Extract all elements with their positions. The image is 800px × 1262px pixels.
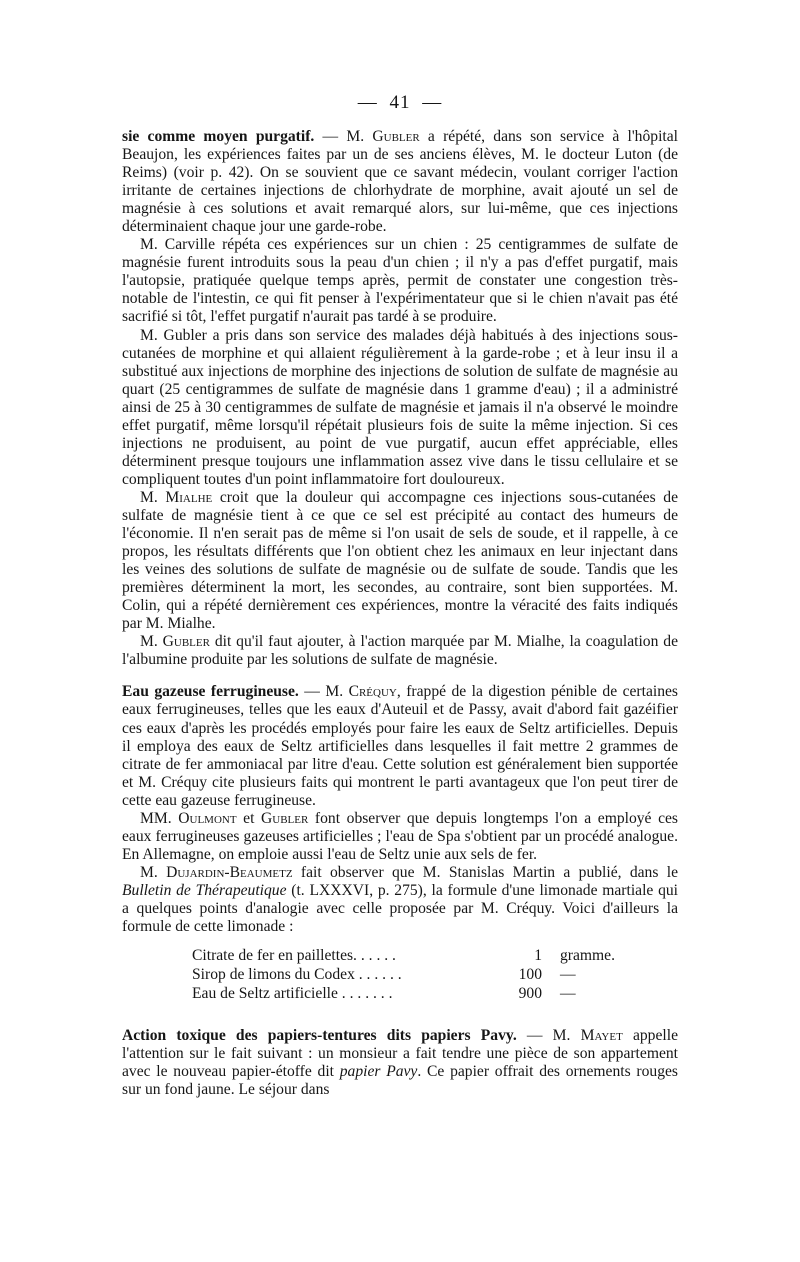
formula-unit: — <box>560 985 576 1003</box>
text-run: Gubler <box>261 809 309 827</box>
text-run: dit qu'il faut ajouter, à l'action marquée par M. Mialhe, la coagulation de l'albumine produite par les solutions de sulfate de magnésie. <box>122 633 678 669</box>
formula-quantity: 1 <box>534 947 542 965</box>
text-run: MM. <box>140 809 179 827</box>
formula-unit: gramme. <box>560 947 615 965</box>
formula-row <box>192 984 678 1003</box>
formula-unit: — <box>560 966 576 984</box>
text-run: et <box>236 809 261 827</box>
text-run: a répété, dans son service à l'hôpital Beaujon, les expériences faites par un de ses anciens élèves, M. le docteur Luton (de Reims) (voir p. 42). On se souvient que ce savant médecin, voulant corriger l'action irritante de certaines injections de chlorhydrate de morphine, avait ajouté un sel de magnésie à ces solutions et avait remarqué alors, sur lui-même, que ces injections déterminaient chaque jour une garde-robe. <box>122 128 678 236</box>
text-run: (t. LXXXVI, p. 275), la formule d'une limonade martiale qui a quelques points d'analogie avec celle proposée par M. Créquy. Voici d'ailleurs la formule de cette limonade : <box>122 881 678 936</box>
section-gap <box>122 1013 678 1027</box>
paragraph <box>122 236 678 326</box>
text-run: Gubler <box>372 128 420 145</box>
text-run: M. <box>140 633 163 651</box>
text-run: M. Gubler a pris dans son service des malades déjà habitués à des injections sous-cutanées de morphine et qui allaient régulièrement à la garde-robe ; et à leur insu il a substitué aux injections de morphine des injections de solution de sulfate de magnésie au quart (25 centigrammes de sulfate de magnésie dans 1 gramme d'eau) ; il a administré ainsi de 25 à 30 centigrammes de sulfate de magnésie et jamais il n'a observé le moindre effet purgatif, même lorsqu'il répétait plusieurs fois de suite la même injection. Si ces injections ne produisent, au point de vue purgatif, aucun effet appréciable, elles déterminent presque toujours une inflammation assez vive dans le tissu cellulaire et se compliquent toutes d'un point inflammatoire fort douloureux. <box>122 326 678 488</box>
paragraph <box>122 489 678 633</box>
text-run: Oulmont <box>178 809 237 827</box>
section-lead-paragraph <box>122 683 678 809</box>
page-number-value: 41 <box>389 92 411 113</box>
section-lead-paragraph <box>122 128 678 236</box>
article-section <box>122 1027 678 1099</box>
paragraph <box>122 864 678 936</box>
text-run: croit que la douleur qui accompagne ces injections sous-cutanées de sulfate de magnésie tient à ce que ce sel est précipité au contact des humeurs de l'économie. Il n'en serait pas de même si l'on usait de sels de soude, et il rappelle, à ce propos, les résultats différents que l'on obtient chez les animaux en leur injectant dans les veines des solutions de sulfate de magnésie ou de sulfate de soude. Tandis que les premières déterminent la mort, les secondes, au contraire, sont bien supportées. M. Colin, qui a répété dernièrement ces expériences, montre la véracité des faits indiqués par M. Mialhe. <box>122 488 678 633</box>
text-run: M. <box>140 863 167 881</box>
page-body <box>122 128 678 1099</box>
text-run: — M. <box>314 128 373 145</box>
formula-ingredient: Eau de Seltz artificielle . . . . . . . <box>192 985 393 1003</box>
article-section <box>122 683 678 1003</box>
section-heading: Eau gazeuse ferrugineuse. <box>122 683 299 701</box>
formula-quantity: 900 <box>518 985 542 1003</box>
formula-row <box>192 965 678 984</box>
paragraph <box>122 327 678 489</box>
section-heading: sie comme moyen purgatif. <box>122 128 315 145</box>
paragraph <box>122 810 678 864</box>
formula-row <box>192 946 678 965</box>
formula-quantity: 100 <box>518 966 542 984</box>
text-run: . Ce papier offrait des ornements rouges sur un fond jaune. Le séjour dans <box>122 1063 678 1099</box>
paragraph <box>122 633 678 669</box>
text-run: — M. <box>298 683 349 701</box>
text-run: Gubler <box>162 633 210 651</box>
section-lead-paragraph <box>122 1027 678 1099</box>
section-gap <box>122 669 678 683</box>
text-run: M. <box>140 488 166 506</box>
text-run: Mayet <box>580 1027 623 1045</box>
page-number-dash-left: — <box>357 92 378 113</box>
formula-ingredient: Citrate de fer en paillettes. . . . . . <box>192 947 396 965</box>
text-run: appelle l'attention sur le fait suivant : un monsieur a fait tendre une pièce de son appartement avec le nouveau papier-étoffe dit <box>122 1027 678 1081</box>
section-heading: Action toxique des papiers-tentures dits papiers Pavy. <box>122 1027 517 1045</box>
formula-ingredient: Sirop de limons du Codex . . . . . . <box>192 966 402 984</box>
page-number-dash-right: — <box>422 92 443 113</box>
text-run: Créquy <box>348 683 397 701</box>
text-run: — M. <box>516 1027 581 1045</box>
text-run: M. Carville répéta ces expériences sur un chien : 25 centigrammes de sulfate de magnésie furent introduits sous la peau d'un chien ; il n'y a pas d'effet purgatif, mais l'autopsie, pratiquée quelque temps après, permit de constater une congestion très-notable de l'intestin, ce qui fit penser à l'expérimentateur que si le chien n'avait pas été sacrifié si tôt, l'effet purgatif n'aurait pas tardé à se produire. <box>122 236 678 326</box>
text-run: Mialhe <box>165 488 213 506</box>
text-run: font observer que depuis longtemps l'on a employé ces eaux ferrugineuses gazeuses artificielles ; l'eau de Spa s'obtient par un procédé analogue. En Allemagne, on emploie aussi l'eau de Seltz unie aux sels de fer. <box>122 809 678 863</box>
formula-table <box>192 946 678 1003</box>
text-run: papier Pavy <box>339 1063 418 1081</box>
text-run: , frappé de la digestion pénible de certaines eaux ferrugineuses, telles que les eaux d'Auteuil et de Passy, avait d'abord fait gazéifier ces eaux d'après les procédés employés pour faire les eaux de Seltz artificielles. Depuis il employa des eaux de Seltz artificielles dans lesquelles il fait mettre 2 grammes de citrate de fer ammoniacal par litre d'eau. Cette solution est généralement bien supportée et M. Créquy cite plusieurs faits qui montrent le parti avantageux que l'on peut tirer de cette eau gazeuse ferrugineuse. <box>122 683 678 809</box>
text-run: Bulletin de Thérapeutique <box>122 881 287 899</box>
page-number <box>122 92 678 114</box>
text-run: Dujardin-Beaumetz <box>166 863 293 881</box>
article-section <box>122 128 678 669</box>
text-run: fait observer que M. Stanislas Martin a publié, dans le <box>292 863 678 881</box>
